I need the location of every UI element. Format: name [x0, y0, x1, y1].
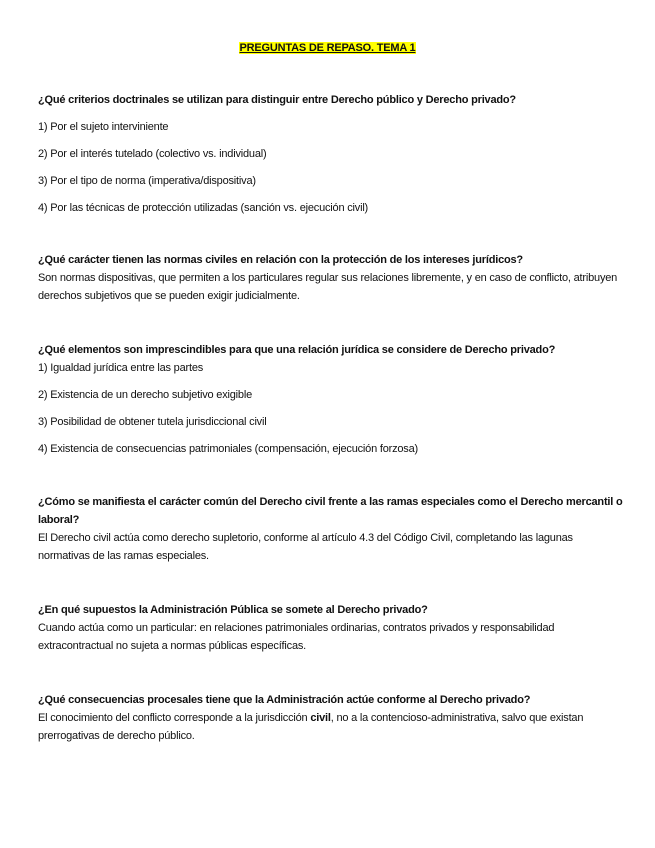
section-6 [38, 691, 623, 745]
list-item: 2) Existencia de un derecho subjetivo exigible [38, 389, 252, 401]
answer-text-before: El conocimiento del conflicto corresponde a la jurisdicción [38, 712, 311, 724]
list-item: 2) Por el interés tutelado (colectivo vs. individual) [38, 148, 267, 160]
list-item: 4) Existencia de consecuencias patrimoniales (compensación, ejecución forzosa) [38, 443, 418, 455]
section-6-answer [38, 709, 623, 745]
list-item: 3) Por el tipo de norma (imperativa/dispositiva) [38, 175, 256, 187]
section-5 [38, 601, 623, 655]
section-4-answer: El Derecho civil actúa como derecho supletorio, conforme al artículo 4.3 del Código Civil, completando las lagunas normativas de las ramas especiales. [38, 532, 573, 562]
section-1 [38, 91, 623, 226]
title-wrap [0, 38, 655, 56]
section-2-answer: Son normas dispositivas, que permiten a los particulares regular sus relaciones libremente, y en caso de conflicto, atribuyen derechos subjetivos que se pueden exigir judicialmente. [38, 272, 618, 302]
list-item: 4) Por las técnicas de protección utilizadas (sanción vs. ejecución civil) [38, 202, 369, 214]
section-4-question: ¿Cómo se manifiesta el carácter común del Derecho civil frente a las ramas especiales como el Derecho mercantil o laboral? [38, 496, 623, 526]
section-5-answer: Cuando actúa como un particular: en relaciones patrimoniales ordinarias, contratos privados y responsabilidad extracontractual no sujeta a normas públicas específicas. [38, 622, 555, 652]
section-3 [38, 341, 623, 467]
list-item: 1) Igualdad jurídica entre las partes [38, 362, 204, 374]
answer-text-bold: civil [310, 712, 331, 724]
answer-text-after: , no a la contencioso-administrativa, salvo que existan prerrogativas de derecho público. [38, 712, 584, 742]
page-title: PREGUNTAS DE REPASO. TEMA 1 [239, 42, 416, 54]
list-item: 3) Posibilidad de obtener tutela jurisdiccional civil [38, 416, 267, 428]
section-2 [38, 251, 623, 305]
list-item: 1) Por el sujeto interviniente [38, 121, 169, 133]
section-3-list [38, 359, 623, 458]
section-3-question: ¿Qué elementos son imprescindibles para que una relación jurídica se considere de Derecho privado? [38, 344, 556, 356]
section-4 [38, 493, 623, 565]
section-5-question: ¿En qué supuestos la Administración Pública se somete al Derecho privado? [38, 604, 428, 616]
section-2-question: ¿Qué carácter tienen las normas civiles en relación con la protección de los intereses jurídicos? [38, 254, 523, 266]
section-1-list [38, 118, 623, 217]
section-1-question: ¿Qué criterios doctrinales se utilizan para distinguir entre Derecho público y Derecho privado? [38, 94, 516, 106]
section-6-question: ¿Qué consecuencias procesales tiene que la Administración actúe conforme al Derecho privado? [38, 694, 531, 706]
